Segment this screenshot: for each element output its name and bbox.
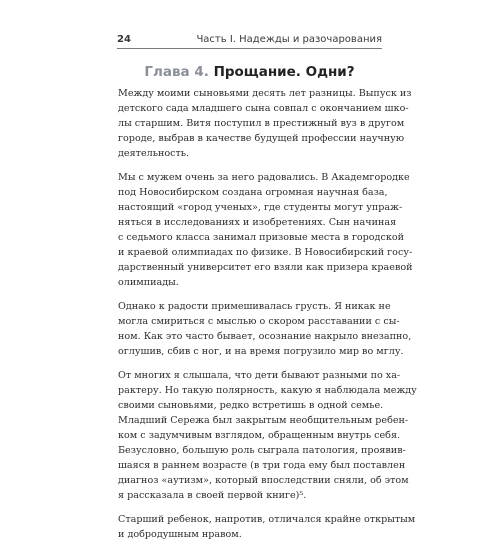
- text-line: своими сыновьями, редко встретишь в одной семье.: [118, 400, 384, 411]
- text-line: детского сада младшего сына совпал с окончанием шко-: [118, 103, 409, 114]
- text-line: Однако к радости примешивалась грусть. Я никак не: [118, 301, 391, 312]
- paragraph: [118, 86, 412, 161]
- text-line: рактеру. Но такую полярность, какую я наблюдала между: [118, 385, 417, 396]
- header-rule: [117, 48, 382, 49]
- text-line: я рассказала в своей первой книге)⁵.: [118, 490, 307, 501]
- text-line: Старший ребенок, напротив, отличался крайне открытым: [118, 514, 416, 525]
- text-line: Мы с мужем очень за него радовались. В Академгородке: [118, 172, 410, 183]
- text-line: деятельность.: [118, 148, 190, 159]
- paragraph: [118, 170, 413, 290]
- text-line: настоящий «город ученых», где студенты могут упраж-: [118, 202, 403, 213]
- text-line: под Новосибирском создана огромная научная база,: [118, 187, 388, 198]
- text-line: лы старшим. Витя поступил в престижный вуз в другом: [118, 118, 405, 129]
- text-line: ком с задумчивым взглядом, обращенным внутрь себя.: [118, 430, 401, 441]
- text-line: диагноз «аутизм», который впоследствии сняли, об этом: [118, 475, 409, 486]
- running-head-title: Часть I. Надежды и разочарования: [196, 34, 382, 45]
- running-header: [117, 32, 382, 48]
- text-line: с седьмого класса занимал призовые места в городской: [118, 232, 404, 243]
- text-line: Безусловно, большую роль сыграла патология, проявив-: [118, 445, 406, 456]
- text-line: оглушив, сбив с ног, и на время погрузило мир во мглу.: [118, 346, 404, 357]
- text-line: олимпиады.: [118, 277, 179, 288]
- paragraph: [118, 299, 412, 359]
- text-line: няться в исследованиях и изобретениях. Сын начиная: [118, 217, 397, 228]
- chapter-label: Глава 4.: [144, 64, 209, 80]
- chapter-title: Прощание. Одни?: [213, 64, 355, 80]
- text-line: От многих я слышала, что дети бывают разными по ха-: [118, 370, 401, 381]
- text-line: Между моими сыновьями десять лет разницы. Выпуск из: [118, 88, 412, 99]
- paragraph: [118, 512, 416, 542]
- text-line: городе, выбрав в качестве будущей профессии научную: [118, 133, 405, 144]
- text-line: дарственный университет его взяли как призера краевой: [118, 262, 413, 273]
- text-line: могла смириться с мыслью о скором расставании с сы-: [118, 316, 400, 327]
- body-text: [118, 86, 417, 551]
- text-line: шаяся в раннем возрасте (в три года ему был поставлен: [118, 460, 406, 471]
- text-line: и добродушным нравом.: [118, 529, 242, 540]
- text-line: Младший Сережа был закрытым необщительным ребен-: [118, 415, 409, 426]
- text-line: ном. Как это часто бывает, осознание накрыло внезапно,: [118, 331, 412, 342]
- page-number: 24: [117, 34, 131, 45]
- text-line: и краевой олимпиадах по физике. В Новосибирский госу-: [118, 247, 413, 258]
- paragraph: [118, 368, 417, 503]
- chapter-heading: [117, 64, 382, 80]
